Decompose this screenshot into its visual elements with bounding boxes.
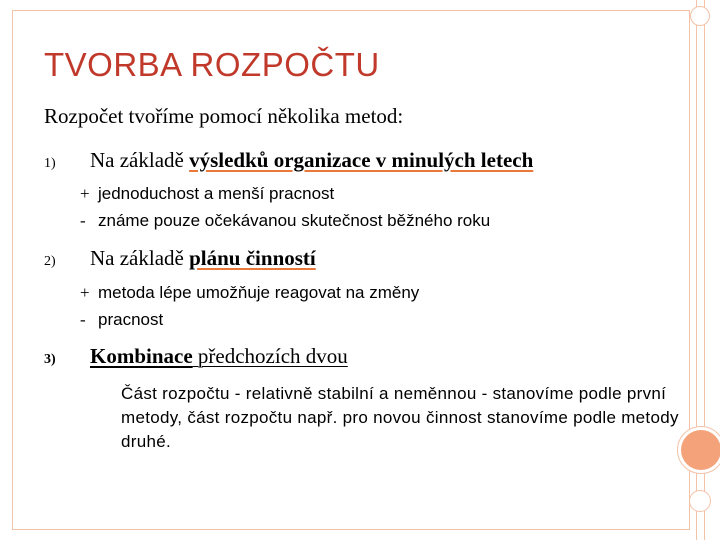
item-1-point-2-text: známe pouze očekávanou skutečnost běžného roku bbox=[98, 211, 491, 230]
item-2-heading bbox=[90, 246, 316, 271]
item-2-emphasis: plánu činností bbox=[189, 246, 316, 270]
decor-circle-top bbox=[690, 6, 710, 26]
item-1-emphasis: výsledků organizace v minulých letech bbox=[189, 148, 534, 172]
item-1-point-2 bbox=[80, 211, 490, 231]
item-2-point-2 bbox=[80, 310, 163, 330]
item-2-prefix: Na základě bbox=[90, 246, 190, 270]
item-3-heading bbox=[90, 344, 348, 369]
intro-text: Rozpočet tvoříme pomocí několika metod: bbox=[44, 104, 404, 128]
minus-sign: - bbox=[80, 211, 86, 230]
item-2-number: 2) bbox=[44, 254, 56, 269]
item-3-suffix: předchozích dvou bbox=[192, 344, 348, 368]
item-1-number: 1) bbox=[44, 156, 56, 171]
item-1-point-1-text: jednoduchost a menší pracnost bbox=[98, 184, 335, 203]
item-1-heading bbox=[90, 148, 533, 173]
item-1-point-1 bbox=[80, 184, 334, 204]
item-2-point-1-text: metoda lépe umožňuje reagovat na změny bbox=[98, 283, 420, 302]
item-3-emphasis: Kombinace bbox=[90, 344, 193, 368]
minus-sign: - bbox=[80, 310, 86, 329]
plus-sign: + bbox=[80, 283, 90, 302]
decor-circle-bottom bbox=[689, 490, 711, 512]
item-2-point-1 bbox=[80, 283, 419, 303]
plus-sign: + bbox=[80, 184, 90, 203]
item-3-number: 3) bbox=[44, 352, 56, 367]
item-1-prefix: Na základě bbox=[90, 148, 190, 172]
slide-title: TVORBA ROZPOČTU bbox=[44, 46, 380, 83]
item-2-point-2-text: pracnost bbox=[98, 310, 164, 329]
item-3-paragraph: Část rozpočtu - relativně stabilní a neměnnou - stanovíme podle první metody, část rozpočtu např. pro novou činnost stanovíme podle metody druhé. bbox=[121, 384, 679, 451]
